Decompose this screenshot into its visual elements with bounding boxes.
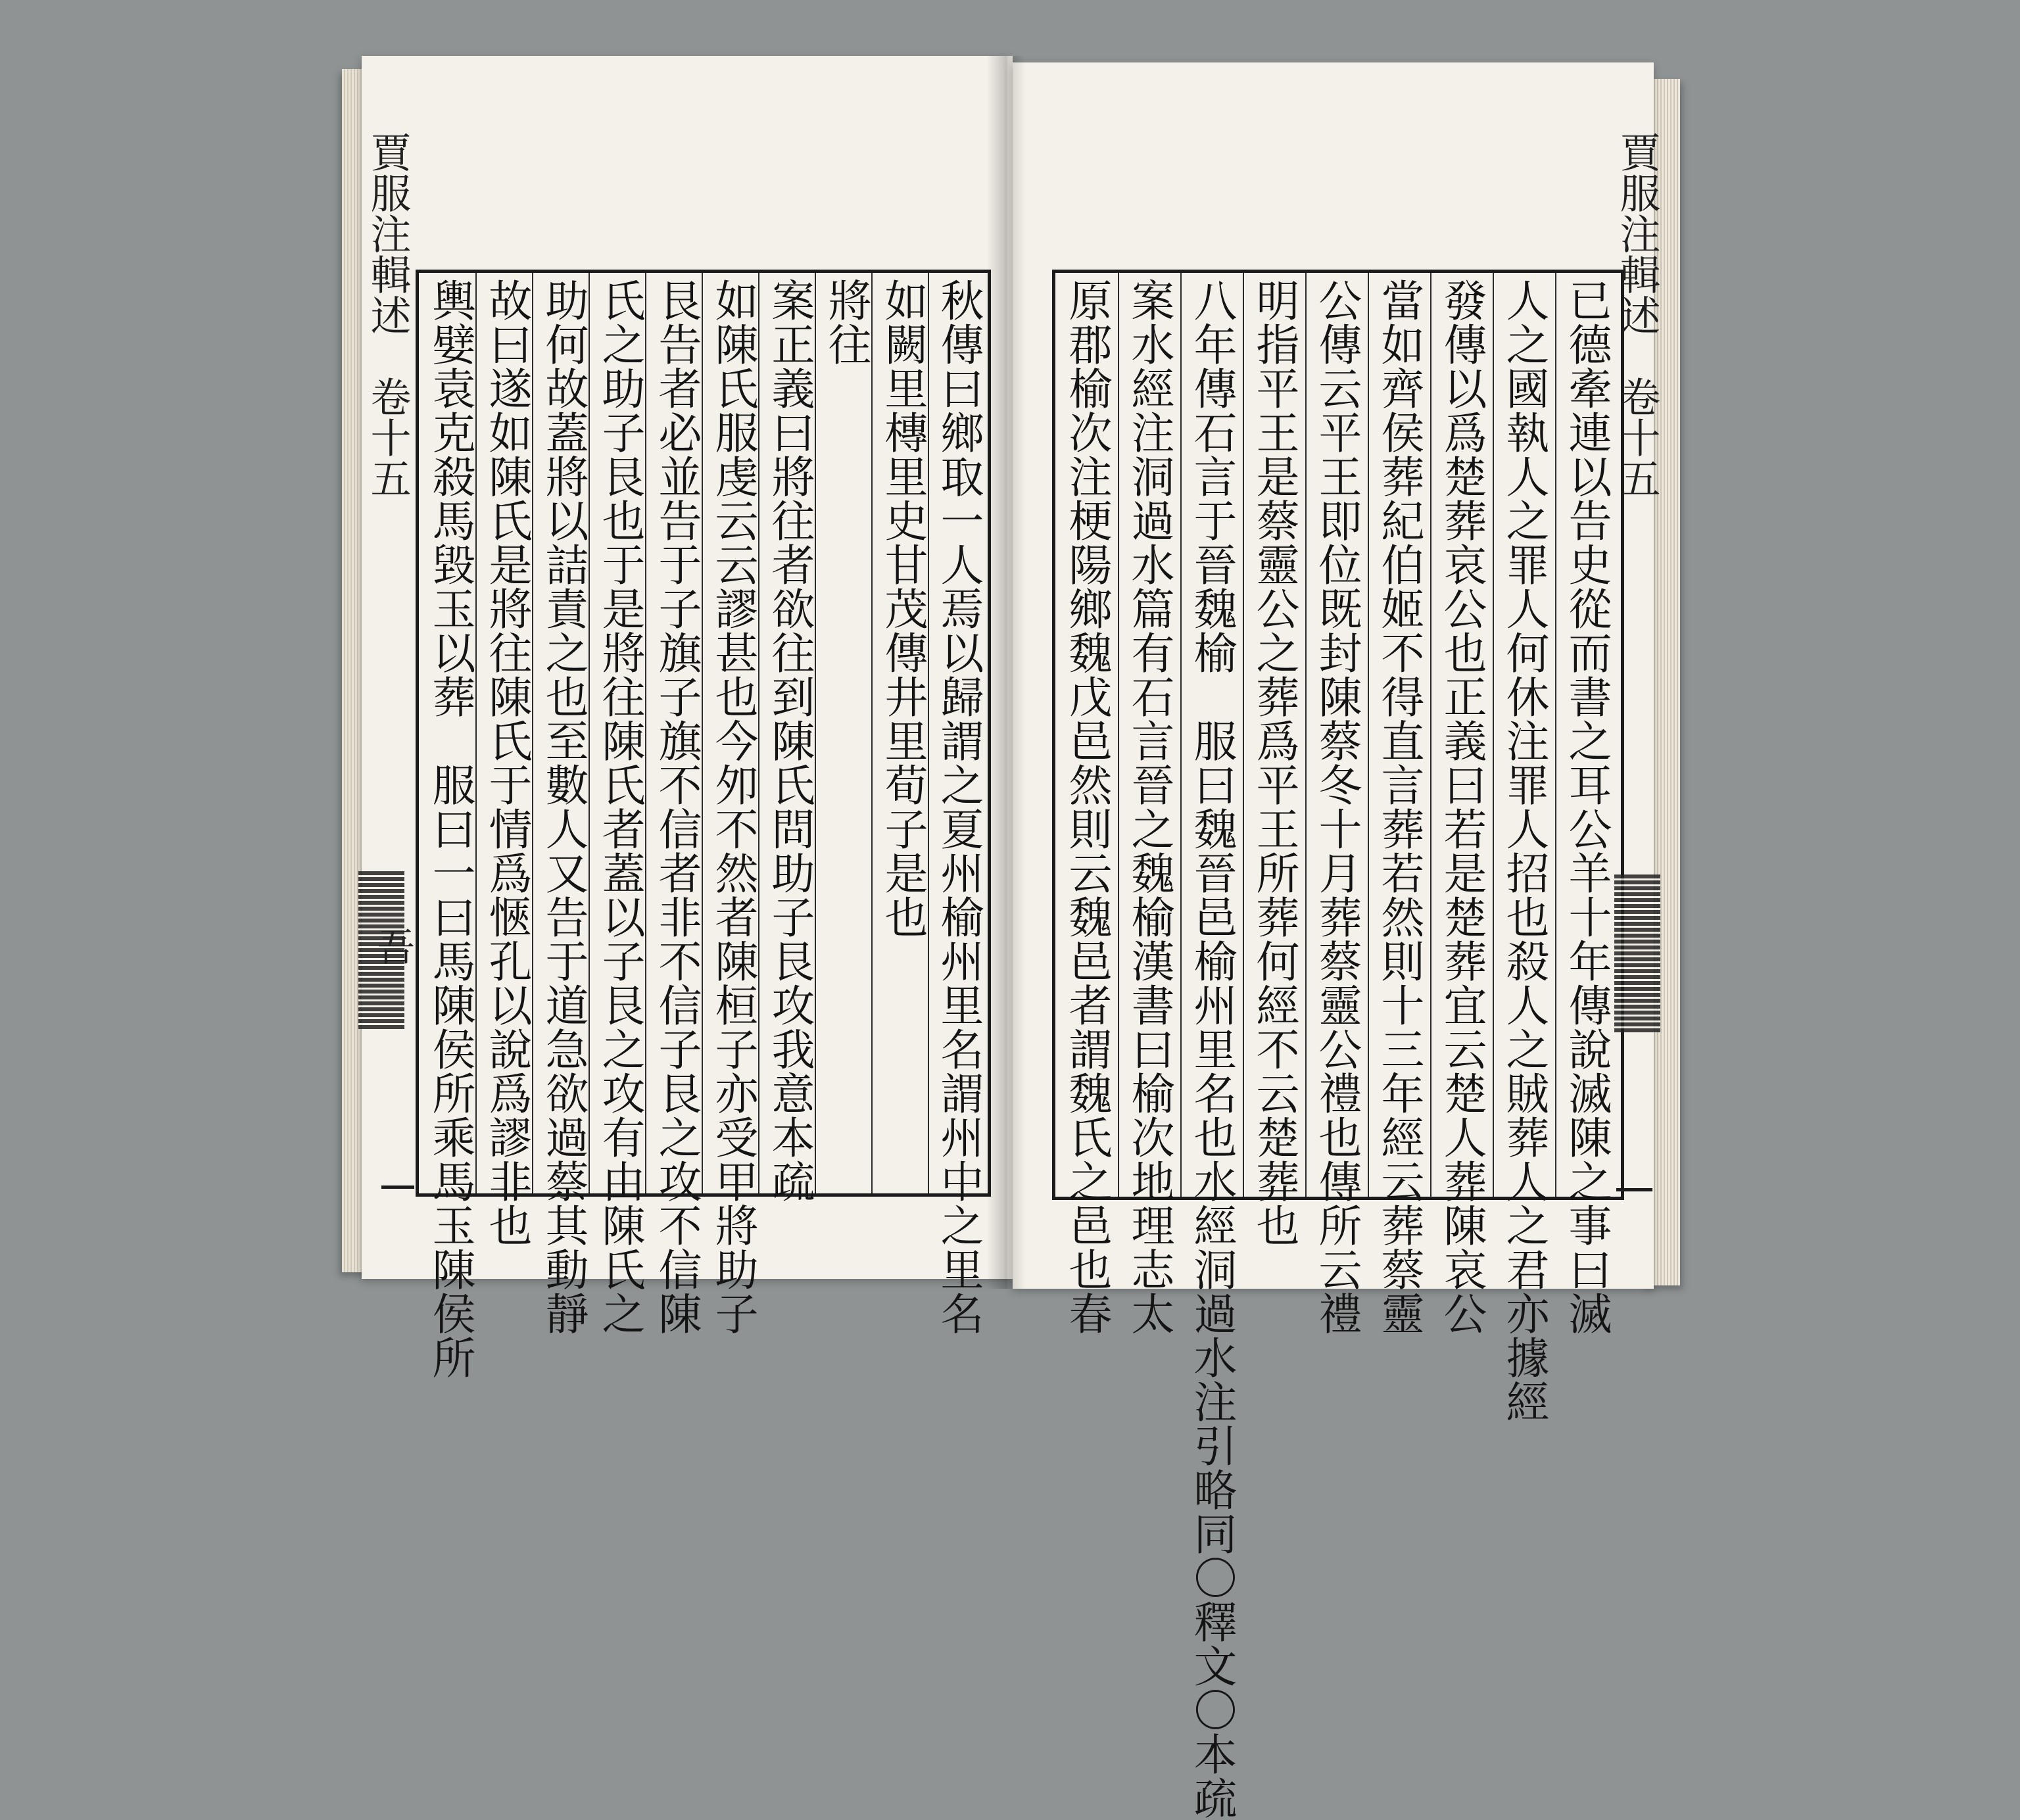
left-page xyxy=(362,56,1013,1379)
column-rule xyxy=(702,273,703,1193)
text-column: 案正義曰將往者欲往到陳氏問助子艮攻我意本疏 xyxy=(764,278,815,1203)
text-column: 明指平王是蔡靈公之葬爲平王所葬何經不云楚葬也 xyxy=(1249,278,1299,1247)
text-column: 案水經注洞過水篇有石言晉之魏榆漢書曰榆次地理志太 xyxy=(1124,278,1174,1335)
left-folio-number: 吾 xyxy=(370,927,415,965)
column-rule xyxy=(1118,273,1119,1197)
column-rule xyxy=(1180,273,1182,1197)
column-rule xyxy=(589,273,590,1193)
column-rule xyxy=(1243,273,1244,1197)
text-column: 公傳云平王即位既封陳蔡冬十月葬蔡靈公禮也傳所云禮 xyxy=(1311,278,1362,1335)
column-rule xyxy=(871,273,873,1193)
text-column: 輿嬖袁克殺馬毀玉以葬 服曰一曰馬陳侯所乘馬玉陳侯所 xyxy=(425,278,475,1379)
column-rule xyxy=(645,273,646,1193)
text-column: 發傳以爲楚葬哀公也正義曰若是楚葬宜云楚人葬陳哀公 xyxy=(1436,278,1487,1335)
text-column: 如闕里槫里史甘茂傳井里荀子是也 xyxy=(877,278,928,939)
right-page xyxy=(1013,62,1661,1820)
column-rule xyxy=(1368,273,1369,1197)
right-text-frame xyxy=(1052,270,1624,1820)
text-column: 氏之助子艮也于是將往陳氏者蓋以子艮之攻有由陳氏之 xyxy=(594,278,645,1335)
right-bottom-rule xyxy=(1616,1188,1652,1191)
right-running-title: 賈服注輯述 卷十五 xyxy=(1613,132,1661,498)
column-rule xyxy=(758,273,759,1193)
text-column: 已德牽連以告史從而書之耳公羊十年傳說滅陳之事曰滅 xyxy=(1561,278,1612,1335)
text-column: 故曰遂如陳氏是將往陳氏于情爲愜孔以說爲謬非也 xyxy=(481,278,532,1247)
open-book xyxy=(342,56,1680,1820)
text-column: 八年傳石言于晉魏榆 服曰魏晉邑榆州里名也水經洞過水注引略同〇釋文〇本疏 xyxy=(1186,278,1237,1820)
column-rule xyxy=(1555,273,1556,1197)
left-bottom-rule xyxy=(381,1185,414,1189)
left-running-title: 賈服注輯述 卷十五 xyxy=(364,132,412,498)
text-column: 秋傳曰鄉取一人焉以歸謂之夏州榆州里名謂州中之里名 xyxy=(933,278,984,1335)
column-rule xyxy=(928,273,929,1193)
left-text-frame xyxy=(416,270,991,1379)
book-gutter xyxy=(986,56,1026,1289)
column-rule xyxy=(1493,273,1494,1197)
column-rule xyxy=(1305,273,1307,1197)
text-column: 當如齊侯葬紀伯姬不得直言葬若然則十三年經云葬蔡靈 xyxy=(1374,278,1424,1335)
column-rule xyxy=(1430,273,1431,1197)
column-rule xyxy=(532,273,533,1193)
column-rule xyxy=(815,273,816,1193)
right-folio-marks xyxy=(1614,874,1660,1032)
text-column: 原郡榆次注梗陽鄉魏戊邑然則云魏邑者謂魏氏之邑也春 xyxy=(1061,278,1112,1335)
column-rule xyxy=(475,273,477,1193)
text-column: 助何故蓋將以詰責之也至數人又告于道急欲過蔡其動靜 xyxy=(538,278,589,1335)
text-column: 人之國執人之罪人何休注罪人招也殺人之賊葬人之君亦據經 xyxy=(1499,278,1549,1424)
text-column: 如陳氏服虔云云謬甚也今夘不然者陳桓子亦受甲將助子 xyxy=(708,278,758,1335)
text-column: 艮告者必並告于子旗子旗不信者非不信子艮之攻不信陳 xyxy=(651,278,702,1335)
text-column: 將往 xyxy=(821,278,871,366)
